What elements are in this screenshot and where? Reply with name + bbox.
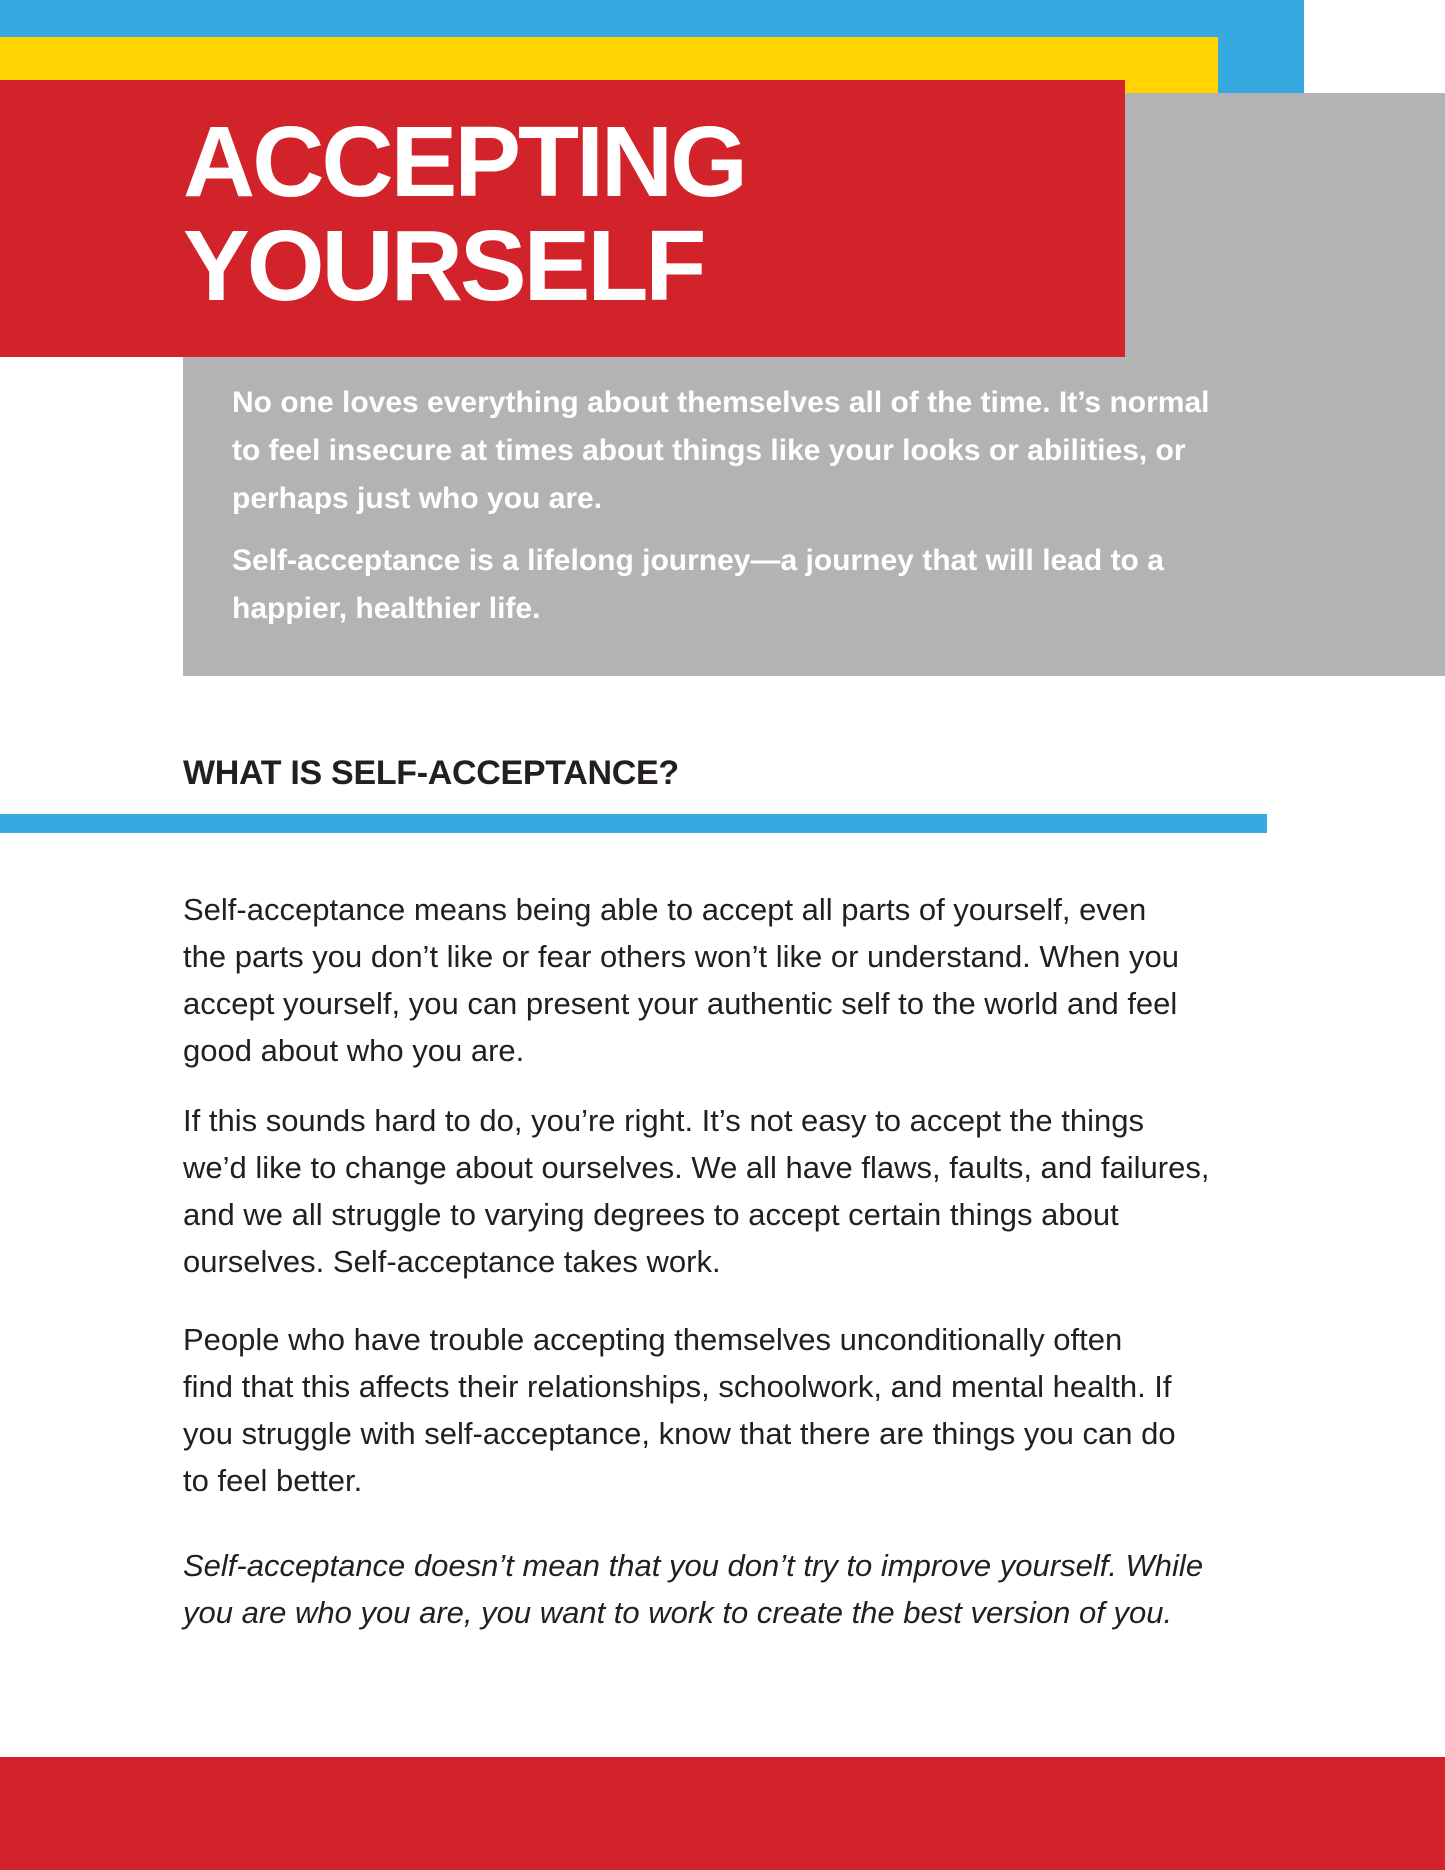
text-line: Self-acceptance is a lifelong journey—a journey that will lead to a <box>232 544 1164 577</box>
text-line: you struggle with self-acceptance, know that there are things you can do <box>183 1416 1176 1451</box>
page-title <box>183 106 745 322</box>
page-title-line-2: YOURSELF <box>183 210 704 322</box>
accent-rule-blue <box>0 814 1267 833</box>
intro-text <box>232 379 1209 633</box>
body-copy <box>183 886 1209 1636</box>
text-line: you are who you are, you want to work to create the best version of you. <box>183 1595 1173 1630</box>
text-line: If this sounds hard to do, you’re right. It’s not easy to accept the things <box>183 1103 1144 1138</box>
body-paragraph-2 <box>183 1097 1209 1285</box>
text-line: No one loves everything about themselves all of the time. It’s normal <box>232 386 1210 419</box>
title-banner <box>0 80 1125 357</box>
intro-paragraph-1 <box>232 379 1209 523</box>
text-line: accept yourself, you can present your authentic self to the world and feel <box>183 986 1178 1021</box>
text-line: and we all struggle to varying degrees to accept certain things about <box>183 1197 1119 1232</box>
intro-paragraph-2 <box>232 537 1209 633</box>
text-line: the parts you don’t like or fear others won’t like or understand. When you <box>183 939 1179 974</box>
text-line: Self-acceptance means being able to accept all parts of yourself, even <box>183 892 1147 927</box>
text-line: find that this affects their relationships, schoolwork, and mental health. If <box>183 1369 1172 1404</box>
text-line: perhaps just who you are. <box>232 482 603 515</box>
body-paragraph-3 <box>183 1316 1209 1504</box>
section-heading: WHAT IS SELF-ACCEPTANCE? <box>183 754 679 792</box>
body-paragraph-italic <box>183 1542 1209 1636</box>
body-paragraph-1 <box>183 886 1209 1074</box>
text-line: happier, healthier life. <box>232 592 541 625</box>
text-line: to feel better. <box>183 1463 363 1498</box>
text-line: People who have trouble accepting themselves unconditionally often <box>183 1322 1123 1357</box>
text-line: we’d like to change about ourselves. We all have flaws, faults, and failures, <box>183 1150 1210 1185</box>
footer-bar <box>0 1757 1445 1870</box>
text-line: good about who you are. <box>183 1033 525 1068</box>
text-line: to feel insecure at times about things like your looks or abilities, or <box>232 434 1186 467</box>
text-line: ourselves. Self-acceptance takes work. <box>183 1244 721 1279</box>
text-line: Self-acceptance doesn’t mean that you don’t try to improve yourself. While <box>183 1548 1204 1583</box>
page-title-line-1: ACCEPTING <box>183 106 745 218</box>
